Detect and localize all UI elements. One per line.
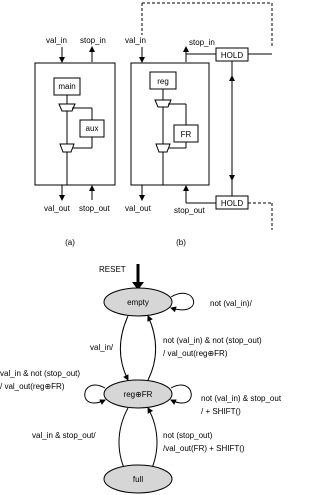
label-mid-to-empty-2: / val_out(reg⊕FR) <box>163 349 228 358</box>
b-stop-out-label: stop_out <box>174 206 205 215</box>
b-val-in-label: val_in <box>125 36 146 45</box>
state-empty-label: empty <box>127 298 149 307</box>
label-full-to-mid-1: not (stop_out) <box>163 431 213 440</box>
transition-empty-to-mid <box>121 316 129 380</box>
caption-b: (b) <box>176 238 186 247</box>
diagram-a <box>35 36 115 247</box>
a-val-in-label: val_in <box>46 36 67 45</box>
transition-empty-self <box>171 293 194 309</box>
diagram-b <box>125 3 272 247</box>
a-val-out-label: val_out <box>44 204 70 213</box>
b-mux-bottom <box>156 144 170 152</box>
label-empty-self: not (val_in)/ <box>210 299 252 308</box>
b-reg-label: reg <box>157 77 169 86</box>
state-reg-fr-label: reg⊕FR <box>123 390 153 399</box>
state-full-label: full <box>132 475 144 484</box>
label-mid-self-left-1: val_in & not (stop_out) <box>0 369 81 378</box>
label-full-to-mid-2: /val_out(FR) + SHIFT() <box>163 444 245 453</box>
b-stop-in-label: stop_in <box>189 38 215 47</box>
b-hold-top-label: HOLD <box>220 51 244 60</box>
transition-mid-self-left <box>85 385 105 403</box>
reset-label: RESET <box>99 265 126 274</box>
label-mid-to-empty-1: not (val_in) & not (stop_out) <box>163 336 262 345</box>
transition-mid-self-right <box>171 385 191 403</box>
b-hold-bottom-label: HOLD <box>220 199 244 208</box>
a-main-label: main <box>58 82 76 91</box>
label-empty-to-mid: val_in/ <box>90 343 114 352</box>
b-val-out-label: val_out <box>125 204 151 213</box>
label-mid-self-right-1: not (val_in) & stop_out <box>201 394 282 403</box>
a-mux-bottom <box>60 144 74 152</box>
b-fr-label: FR <box>180 130 192 139</box>
a-stop-in-label: stop_in <box>80 36 106 45</box>
label-mid-self-left-2: / val_out(reg⊕FR) <box>0 382 65 391</box>
a-stop-out-label: stop_out <box>79 204 110 213</box>
a-aux-label: aux <box>85 124 99 133</box>
label-mid-to-full: val_in & stop_out/ <box>32 431 96 440</box>
state-machine <box>0 264 282 493</box>
label-mid-self-right-2: / + SHIFT() <box>201 407 241 416</box>
transition-mid-to-empty <box>148 316 156 380</box>
caption-a: (a) <box>65 238 75 247</box>
